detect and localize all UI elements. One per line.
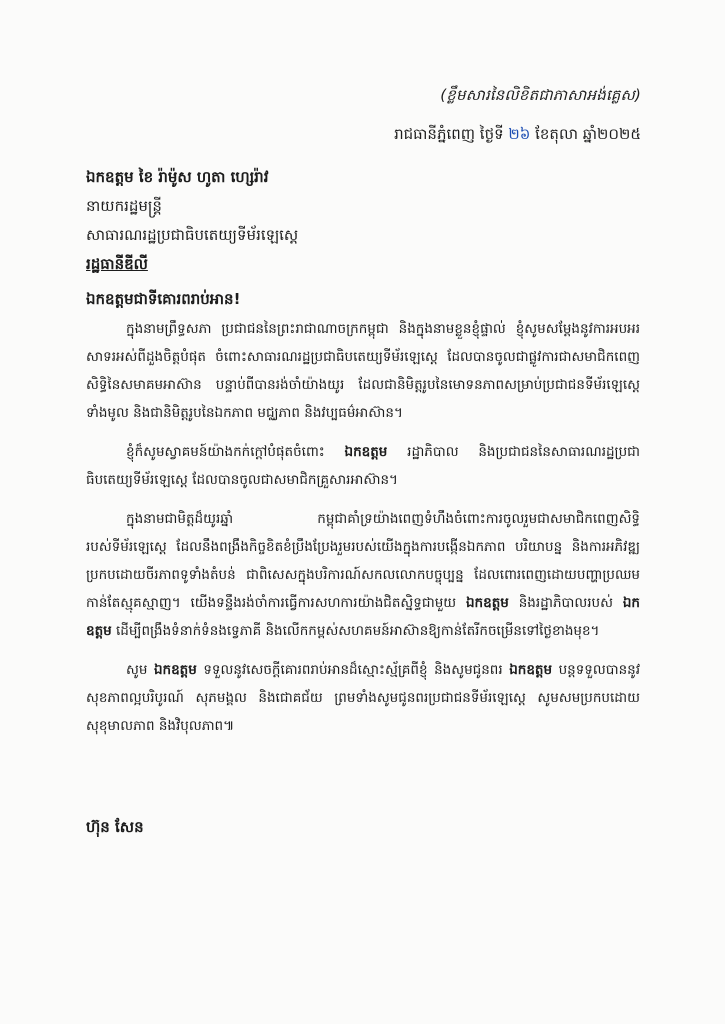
date-suffix: ខែតុលា ឆ្នាំ២០២៥ [530,125,641,143]
paragraph-4-honorific-1: ឯកឧត្តម [153,662,197,678]
paragraph-4-text-c: ទទួលនូវសេចក្ដីគោរពរាប់អានដ៏ស្មោះស្ម័គ្រពីខ្ញុំ និងសូមជូនពរ [196,662,510,678]
translation-note: (ខ្លឹមសារនៃលិខិតជាភាសាអង់គ្លេស) [440,86,641,104]
date-day: ២៦ [508,125,531,143]
paragraph-4-text-e: បន្តទទួលបាននូវសុខភាពល្អបរិបូរណ៍ សុភមង្គល និងជោគជ័យ ព្រមទាំងសូមជូនពរប្រជាជនទីម័រឡេស្តេ សូមសមប្រកបដោយសុខុមាលភាព និងវិបុលភាព៕ [86,662,640,734]
date-line [394,125,641,147]
paragraph-3-honorific-2: ឯកឧត្តម [86,595,640,639]
paragraph-2-text-c: រដ្ឋាភិបាល និងប្រជាជននៃសាធារណរដ្ឋប្រជាធិបតេយ្យទីម័រឡេស្តេ ដែលបានចូលជាសមាជិកគ្រួសារអាស៊ាន។ [86,444,640,488]
paragraph-3-honorific-1: ឯកឧត្តម [465,595,509,611]
paragraph-4-text-a: សូម [126,662,154,678]
recipient-name: ឯកឧត្តម ខៃ រ៉ាម៉ូស ហូតា ហ្សេរ៉ាវ [86,168,269,186]
paragraph-3-text-e: ដើម្បីពង្រឹងទំនាក់ទំនងទ្វេភាគី និងលើកកម្ពស់សហគមន៍អាស៊ានឱ្យកាន់តែរីកចម្រើនទៅថ្ងៃខាងមុខ។ [111,623,600,639]
date-prefix: រាជធានីភ្នំពេញ ថ្ងៃទី [394,125,509,143]
paragraph-4 [86,656,640,740]
paragraph-3 [86,505,640,645]
signature-name: ហ៊ុន សែន [86,818,144,836]
paragraph-2 [86,438,640,494]
paragraph-3-text-a: ក្នុងនាមជាមិត្តដ៏យូរឆ្នាំ កម្ពុជាគាំទ្រយ៉ាងពេញទំហឹងចំពោះការចូលរួមជាសមាជិកពេញសិទ្ធិរបស់ទីម័រឡេស្តេ ដែលនឹងពង្រឹងកិច្ចខិតខំប្រឹងប្រែងរួមរបស់យើងក្នុងការបង្កើនឯកភាព បរិយាបន្ន និងការអភិវឌ្ឍប្រកបដោយចីរភាពទូទាំងតំបន់ ជាពិសេសក្នុងបរិការណ៍សកលលោកបច្ចុប្បន្ន ដែលពោរពេញដោយបញ្ហាប្រឈមកាន់តែស្មុគស្មាញ។ យើងទន្ទឹងរង់ចាំការធ្វើការសហការយ៉ាងជិតស្និទ្ធជាមួយ [86,511,640,611]
recipient-country: សាធារណរដ្ឋប្រជាធិបតេយ្យទីម័រឡេស្តេ [86,226,299,244]
recipient-city: រដ្ឋធានីឌីលី [86,255,148,273]
salutation: ឯកឧត្តមជាទីគោរពរាប់អាន! [86,290,241,308]
letter-body [86,315,640,751]
paragraph-2-honorific: ឯកឧត្តម [344,444,388,460]
paragraph-2-text-a: ខ្ញុំក៏សូមស្វាគមន៍យ៉ាងកក់ក្ដៅបំផុតចំពោះ [126,444,345,460]
paragraph-4-honorific-2: ឯកឧត្តម [509,662,553,678]
paragraph-3-text-c: និងរដ្ឋាភិបាលរបស់ [508,595,623,611]
paragraph-1: ក្នុងនាមព្រឹទ្ធសភា ប្រជាជននៃព្រះរាជាណាចក្រកម្ពុជា និងក្នុងនាមខ្លួនខ្ញុំផ្ទាល់ ខ្ញុំសូមសម្ដែងនូវការអបអរសាទរអស់ពីដួងចិត្តបំផុត ចំពោះសាធារណរដ្ឋប្រជាធិបតេយ្យទីម័រឡេស្តេ ដែលបានចូលជាផ្លូវការជាសមាជិកពេញសិទ្ធិនៃសមាគមអាស៊ាន បន្ទាប់ពីបានរង់ចាំយ៉ាងយូរ ដែលជានិមិត្តរូបនៃមោទនភាពសម្រាប់ប្រជាជនទីម័រឡេស្តេទាំងមូល និងជានិមិត្តរូបនៃឯកភាព មជ្ឈភាព និងវប្បធម៌អាស៊ាន។ [86,321,640,421]
recipient-title: នាយករដ្ឋមន្ត្រី [86,197,162,215]
recipient-block [86,163,298,279]
